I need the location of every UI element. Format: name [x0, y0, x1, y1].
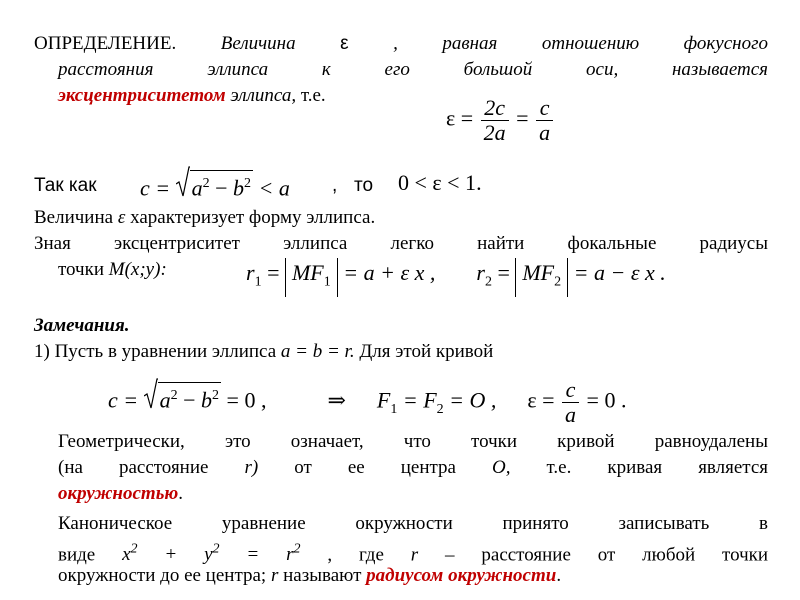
r1-sub: 1 — [254, 274, 262, 290]
radicand-a: a — [191, 175, 203, 201]
remark-c-eq: c = — [108, 387, 139, 413]
point-m: M(x;y): — [108, 259, 167, 280]
radii-line-1: Зная эксцентриситет эллипса легко найти фокальные радиусы — [34, 233, 768, 254]
term-circle: окружностью — [58, 483, 179, 504]
definition-head: ОПРЕДЕЛЕНИЕ. — [34, 33, 177, 54]
canon-pre: виде — [58, 544, 96, 566]
r2: r — [476, 260, 485, 285]
remarks-title: Замечания. — [34, 315, 130, 336]
radicand: $a^2 - b^2$ — [190, 170, 253, 201]
canon-line3-r: r — [270, 565, 279, 586]
radicand-minus: − — [215, 175, 228, 201]
term-radius: радиусом окружности — [366, 565, 557, 586]
radical-sign — [144, 378, 158, 410]
remark-1-post: Для этой кривой — [359, 341, 494, 362]
r1: r — [246, 260, 255, 285]
eq2: = — [497, 260, 510, 285]
exp-y: 2 — [212, 542, 220, 557]
shape-pre: Величина — [34, 207, 114, 228]
geom-mid: от ее центра — [294, 457, 456, 478]
fraction-numerator: c — [562, 378, 579, 403]
fraction-c-a-remark — [562, 378, 579, 427]
fraction-denominator: a — [539, 120, 551, 145]
definition-text-1: Величина — [220, 33, 296, 54]
definition-text-2a: , равная отношению фокусного — [393, 33, 768, 54]
f1-sub: 1 — [390, 401, 398, 417]
abs-mf1 — [285, 258, 338, 297]
fraction-denominator: 2a — [483, 120, 506, 145]
geom-o: O, — [492, 457, 511, 478]
mf2: MF — [522, 260, 555, 285]
radicand-b: b — [233, 175, 245, 201]
definition-text-4: т.е. — [300, 85, 326, 106]
since-label: Так как — [34, 175, 97, 196]
radical-sign — [176, 166, 190, 198]
canon-line-1: Каноническое уравнение окружности принято записывать в — [58, 513, 768, 534]
exp-x: 2 — [130, 542, 138, 557]
f-mid: = F — [402, 387, 437, 413]
definition-line-3 — [58, 84, 326, 107]
canon-mid: , где — [327, 544, 384, 566]
radicand-a: a — [159, 387, 171, 413]
canon-r: r — [410, 544, 419, 566]
geom-line-3 — [58, 482, 183, 505]
canon-post: – расстояние от любой точки — [445, 544, 769, 566]
remark-1-cond: a = b = r. — [280, 341, 355, 362]
shape-eps: ε — [117, 207, 126, 228]
radii-pre: точки — [58, 259, 105, 280]
since-tail: < a — [258, 175, 290, 201]
radicand: $a^2 - b^2$ — [158, 382, 221, 413]
term-eccentricity: эксцентриситетом — [58, 85, 226, 106]
fraction-numerator: 2c — [481, 96, 509, 121]
formula-eccentricity — [446, 96, 555, 145]
formula-since — [140, 170, 290, 201]
eq-eq: = — [246, 544, 260, 566]
remark-eps: ε = — [527, 387, 555, 413]
formula-eps-lhs: ε = — [446, 105, 474, 131]
ineq-text: 0 < ε < 1 — [398, 170, 477, 195]
mf1: MF — [291, 260, 324, 285]
canon-line-2 — [58, 538, 768, 566]
canon-end: . — [556, 565, 562, 586]
shape-line — [34, 206, 375, 229]
abs-mf2 — [515, 258, 568, 297]
sqrt-a2-b2 — [176, 170, 253, 201]
shape-post: характеризует форму эллипса. — [130, 207, 376, 228]
f-tail: = O , — [449, 387, 497, 413]
definition-text-2b: расстояния эллипса к его большой оси, называется — [58, 59, 768, 80]
f2-sub: 2 — [436, 401, 444, 417]
geom-end: . — [178, 483, 183, 504]
formula-eq: = — [516, 105, 529, 131]
eq-r: r — [286, 544, 294, 566]
geom-pre: (на расстояние — [58, 457, 209, 478]
implies-icon: ⇒ — [327, 387, 346, 413]
eq-plus: + — [164, 544, 178, 566]
geom-line-2 — [58, 456, 768, 479]
geom-r: r) — [244, 457, 259, 478]
sqrt-remark — [144, 382, 221, 413]
fraction-c-a — [536, 96, 553, 145]
eq1: = — [267, 260, 280, 285]
radicand-b: b — [201, 387, 213, 413]
definition-text-3: эллипса, — [230, 85, 297, 106]
ineq-dot: . — [476, 170, 482, 195]
formula-remark — [108, 378, 626, 427]
eq-x: x — [122, 544, 131, 566]
definition-line-1 — [34, 32, 768, 55]
formula-radii — [246, 258, 666, 297]
remark-eps-tail: = 0 . — [586, 387, 627, 413]
radicand-minus: − — [183, 387, 196, 413]
rhs2: = a − ε x . — [573, 260, 666, 285]
geom-line-1: Геометрически, это означает, что точки кривой равноудалены — [58, 431, 768, 452]
f1: F — [376, 387, 391, 413]
then-label: то — [354, 175, 374, 196]
since-comma: , — [332, 175, 338, 196]
remark-tail: = 0 , — [226, 387, 267, 413]
remark-1 — [34, 340, 493, 363]
fraction-numerator: c — [536, 96, 553, 121]
radii-line-2 — [58, 258, 167, 281]
exp-r: 2 — [293, 542, 301, 557]
since-c-eq: c = — [140, 175, 171, 201]
mf1-sub: 1 — [323, 274, 331, 290]
definition-line-2 — [58, 58, 768, 81]
canon-line-3 — [58, 564, 561, 587]
definition-eps: ε — [340, 33, 349, 54]
eq-y: y — [204, 544, 213, 566]
rhs1: = a + ε x , — [343, 260, 436, 285]
geom-post: т.е. кривая является — [546, 457, 769, 478]
canon-equation — [122, 544, 300, 565]
canon-line3-mid: называют — [283, 565, 362, 586]
fraction-2c-2a — [481, 96, 509, 145]
mf2-sub: 2 — [554, 274, 562, 290]
fraction-denominator: a — [565, 402, 577, 427]
r2-sub: 2 — [484, 274, 492, 290]
remark-1-pre: 1) Пусть в уравнении эллипса — [34, 341, 277, 362]
inequality — [398, 170, 482, 196]
canon-line3-pre: окружности до ее центра; — [58, 565, 267, 586]
